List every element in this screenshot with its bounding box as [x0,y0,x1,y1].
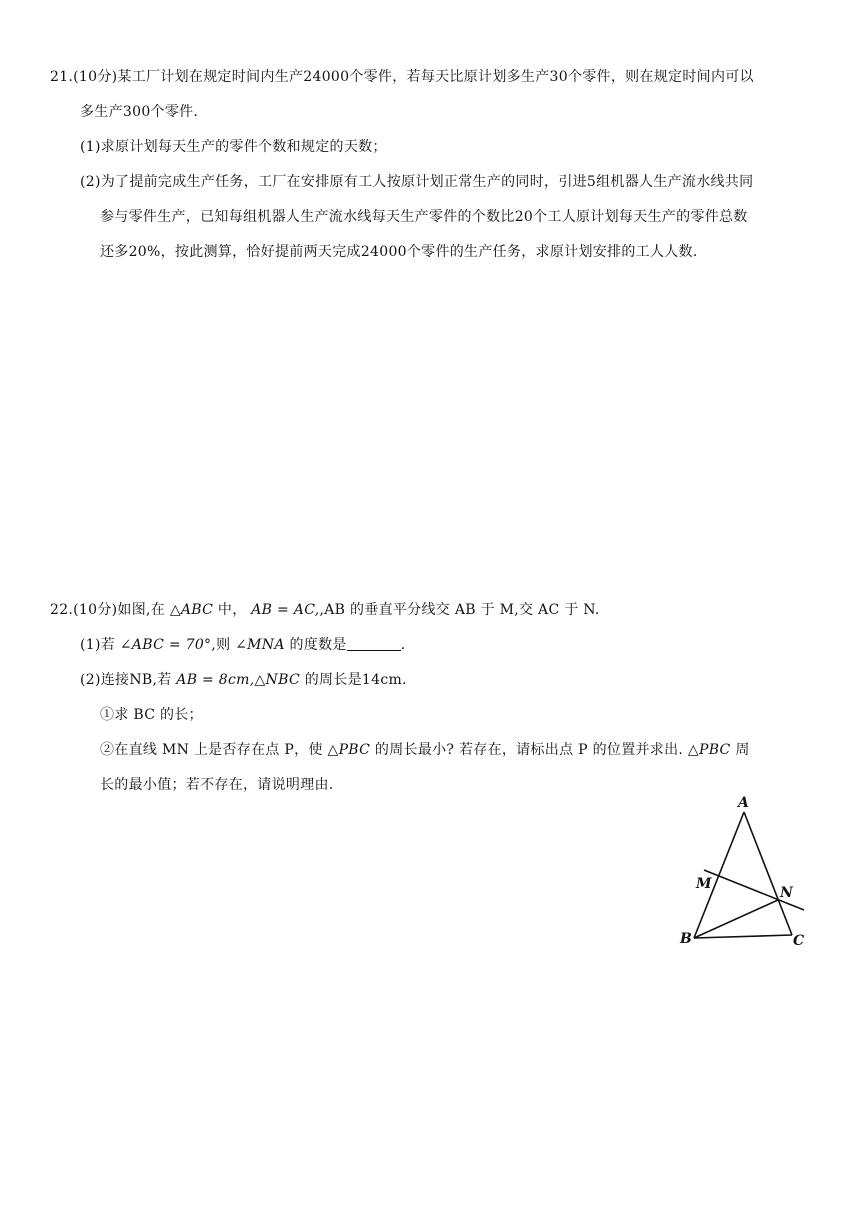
q22-sub2-b: 的周长最小? 若存在，请标出点 P 的位置并求出. [370,742,688,758]
q22-triangle-nbc: △NBC [254,672,300,688]
q22-part2-a: (2)连接NB,若 [80,672,177,688]
q22-line1-b: 中， [213,602,252,618]
segment-ac [744,812,792,935]
q22-part2-b: 的周长是14cm. [299,672,407,688]
q22-line1 [50,600,600,620]
label-a: A [738,795,749,811]
q22-part1-a: (1)若 [80,637,120,653]
label-m: M [696,876,712,892]
triangle-figure [672,790,822,955]
q21-part2-line2: 参与零件生产，已知每组机器人生产流水线每天生产零件的个数比20个工人原计划每天生产的零件总数 [100,209,748,225]
q21-part2-line3: 还多20%，按此测算，恰好提前两天完成24000个零件的生产任务，求原计划安排的工人人数. [100,244,698,260]
q22-part1 [80,635,406,655]
label-c: C [793,933,805,949]
q22-part1-c: 的度数是 [284,637,347,653]
label-n: N [780,885,793,901]
q22-line1-c: ,AB 的垂直平分线交 AB 于 M,交 AC 于 N. [319,602,600,618]
q22-ab-eq-ac: AB = AC, [251,602,320,618]
q22-triangle-abc: △ABC [169,602,214,618]
answer-blank[interactable] [347,636,401,651]
q22-ab-8cm: AB = 8cm, [176,672,255,688]
q22-line1-a: 22.(10分)如图,在 [50,602,170,618]
q22-angle-abc: ∠ABC = 70° [119,637,212,653]
q22-sub2-a: ②在直线 MN 上是否存在点 P，使 [100,742,328,758]
q21-part2-line1: (2)为了提前完成生产任务，工厂在安排原有工人按原计划正常生产的同时，引进5组机器人生产流水线共同 [80,174,754,190]
q22-triangle-pbc-2: △PBC [687,742,731,758]
q21-line1: 21.(10分)某工厂计划在规定时间内生产24000个零件，若每天比原计划多生产30个零件，则在规定时间内可以 [50,69,754,85]
q22-sub1: ①求 BC 的长； [100,707,203,723]
q21-line2: 多生产300个零件. [80,104,199,120]
q22-angle-mna: ∠MNA [235,637,285,653]
q22-sub2-c: 周 [730,742,750,758]
label-b: B [680,931,692,947]
q22-sub2 [100,740,750,760]
q22-sub2-line2: 长的最小值；若不存在，请说明理由. [100,777,334,793]
q22-triangle-pbc: △PBC [327,742,371,758]
q22-part1-end: . [400,637,406,653]
q22-part1-b: ,则 [211,637,236,653]
segment-bc [694,935,792,938]
q22-part2 [80,670,407,690]
q21-part1: (1)求原计划每天生产的零件个数和规定的天数； [80,139,387,155]
